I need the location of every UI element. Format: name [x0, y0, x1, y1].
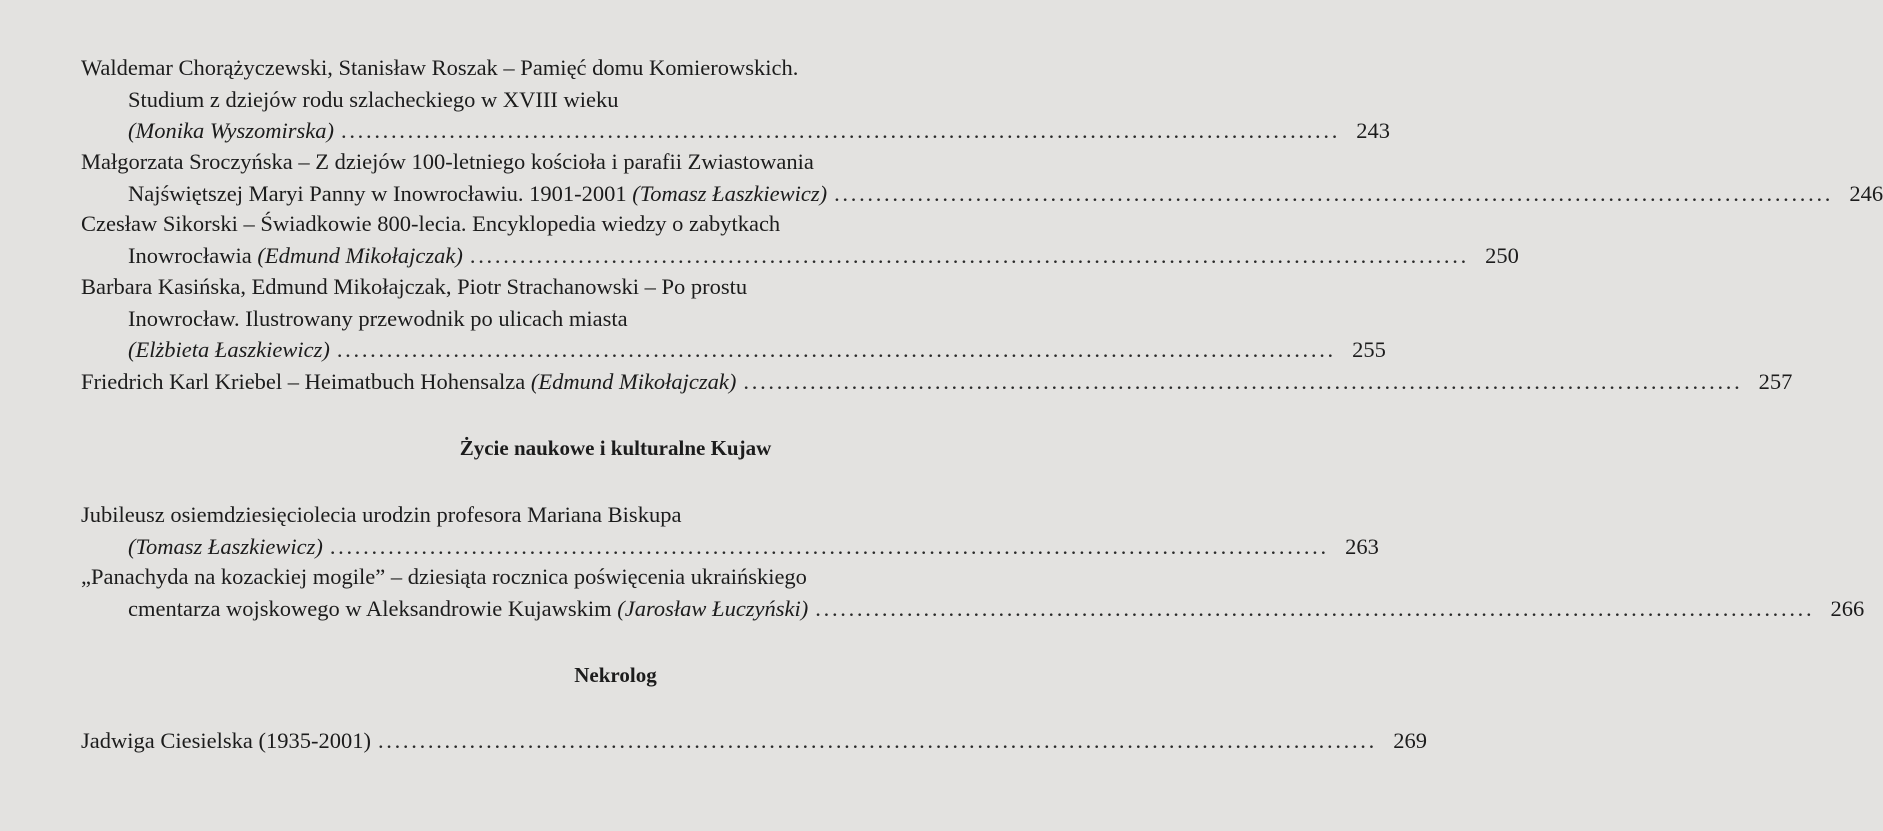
entry-reviewer: (Edmund Mikołajczak) [257, 242, 463, 268]
toc-entry [81, 271, 1386, 366]
toc-entry [81, 366, 1793, 398]
toc-entry [81, 52, 1391, 147]
entry-last-line [81, 240, 1519, 272]
dot-leader: ........................................................................................................................ [377, 728, 1377, 753]
entry-line: „Panachyda na kozackiej mogile” – dziesiąta rocznica poświęcenia ukraińskiego [81, 564, 807, 589]
dot-leader: ........................................................................................................................ [336, 337, 1336, 362]
entry-line: Czesław Sikorski – Świadkowie 800-lecia. Encyklopedia wiedzy o zabytkach [81, 211, 781, 236]
toc-entry [81, 208, 1519, 271]
entry-line: Jubileusz osiemdziesięciolecia urodzin profesora Mariana Biskupa [81, 502, 682, 527]
dot-leader: ........................................................................................................................ [329, 533, 1329, 559]
entry-reviewer: (Jarosław Łuczyński) [617, 595, 809, 621]
toc-entry [81, 146, 1883, 209]
entry-reviewer: (Tomasz Łaszkiewicz) [128, 533, 323, 559]
entry-reviewer: (Edmund Mikołajczak) [530, 369, 737, 394]
section-heading: Życie naukowe i kulturalne Kujaw [459, 436, 772, 460]
entry-reviewer: (Monika Wyszomirska) [128, 118, 335, 143]
dot-leader: ........................................................................................................................ [743, 369, 1743, 394]
dot-leader: ........................................................................................................................ [815, 595, 1815, 621]
page-number: 243 [1356, 118, 1391, 143]
entry-line: Studium z dziejów rodu szlacheckiego w XVIII wieku [128, 86, 619, 112]
entry-line: Waldemar Chorążyczewski, Stanisław Roszak – Pamięć domu Komierowskich. [81, 55, 799, 80]
page-number: 266 [1830, 595, 1865, 621]
entry-title: Najświętszej Maryi Panny w Inowrocławiu. 1901-2001 [128, 180, 633, 206]
entry-line: Barbara Kasińska, Edmund Mikołajczak, Piotr Strachanowski – Po prostu [81, 274, 748, 299]
toc-entry [81, 499, 1379, 562]
page-number: 250 [1485, 242, 1519, 268]
entry-last-line [81, 178, 1883, 210]
page-number: 255 [1352, 337, 1386, 362]
entry-title: Jadwiga Ciesielska (1935-2001) [81, 728, 371, 753]
page-number: 246 [1849, 180, 1883, 206]
entry-last-line [81, 334, 1386, 366]
entry-title: Inowrocławia [128, 242, 258, 268]
toc-entry [81, 725, 1427, 757]
entry-last-line [81, 593, 1865, 625]
entry-last-line [81, 725, 1427, 757]
page-number: 257 [1758, 369, 1793, 394]
dot-leader: ........................................................................................................................ [341, 118, 1341, 143]
toc-entry [81, 561, 1865, 624]
section-heading: Nekrolog [574, 663, 657, 687]
entry-title: Friedrich Karl Kriebel – Heimatbuch Hohensalza [81, 369, 531, 394]
dot-leader: ........................................................................................................................ [834, 180, 1834, 206]
entry-line: Inowrocław. Ilustrowany przewodnik po ulicach miasta [128, 305, 628, 331]
entry-title: cmentarza wojskowego w Aleksandrowie Kujawskim [128, 595, 618, 621]
entry-line: Małgorzata Sroczyńska – Z dziejów 100-letniego kościoła i parafii Zwiastowania [81, 149, 814, 174]
entry-reviewer: (Elżbieta Łaszkiewicz) [128, 337, 330, 362]
entry-last-line [81, 115, 1391, 147]
entry-last-line [81, 366, 1793, 398]
entry-reviewer: (Tomasz Łaszkiewicz) [632, 180, 828, 206]
page-number: 263 [1345, 533, 1379, 559]
dot-leader: ........................................................................................................................ [469, 242, 1469, 268]
page-number: 269 [1393, 728, 1427, 753]
entry-last-line [81, 531, 1379, 563]
